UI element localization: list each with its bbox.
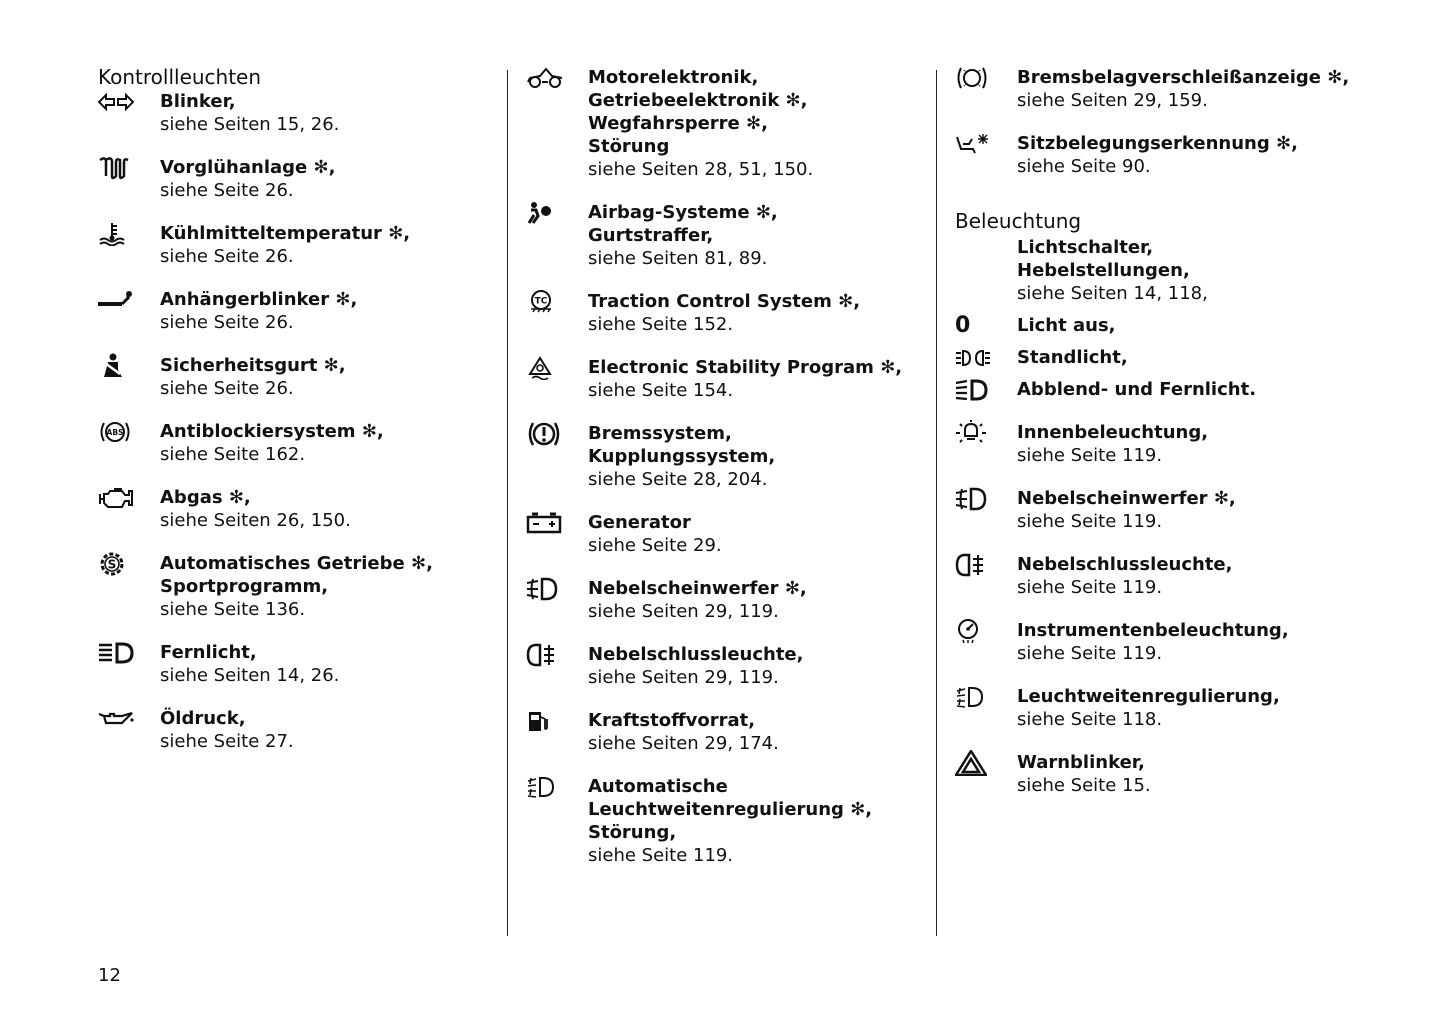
hazard-warning-icon (955, 751, 995, 775)
entry-kuehlmitteltemperatur: Kühlmitteltemperatur ✻, siehe Seite 26. (98, 222, 498, 268)
trailer-turn-signal-icon (98, 288, 138, 312)
entry-bremssystem: Bremssystem, Kupplungssystem, siehe Seite 28, 204. (526, 422, 926, 491)
headlight-range-icon (526, 775, 566, 799)
entry-traction-control: TC Traction Control System ✻, siehe Seite 152. (526, 290, 926, 336)
rear-fog-light-icon (955, 553, 995, 577)
column-warning-lights-continued (526, 66, 926, 867)
entry-leuchtweitenregulierung: Leuchtweitenregulierung, siehe Seite 118. (955, 685, 1375, 731)
column-warning-lights (98, 64, 498, 753)
entry-blinker: Blinker, siehe Seiten 15, 26. (98, 90, 498, 136)
entry-vorgluehanlage: Vorglühanlage ✻, siehe Seite 26. (98, 156, 498, 202)
engine-exhaust-icon (98, 486, 138, 510)
entry-warnblinker: Warnblinker, siehe Seite 15. (955, 751, 1375, 797)
entry-anhaengerblinker: Anhängerblinker ✻, siehe Seite 26. (98, 288, 498, 334)
headlight-range-icon (955, 685, 995, 709)
esp-icon (526, 356, 566, 380)
automatic-gearbox-sport-icon (98, 552, 138, 576)
brake-pad-wear-icon (955, 66, 995, 90)
entry-licht-aus: 0 Licht aus, (955, 313, 1116, 338)
rear-fog-light-icon (526, 643, 566, 667)
abs-icon (98, 420, 138, 444)
column-divider (507, 70, 508, 936)
entry-kraftstoffvorrat: Kraftstoffvorrat, siehe Seiten 29, 174. (526, 709, 926, 755)
glow-plug-icon (98, 156, 138, 180)
fuel-pump-icon (526, 709, 566, 733)
entry-oeldruck: Öldruck, siehe Seite 27. (98, 707, 498, 753)
entry-standlicht: Standlicht, (955, 346, 1375, 369)
svg-text:S: S (107, 557, 117, 572)
entry-instrumentenbeleuchtung: Instrumentenbeleuchtung, siehe Seite 119. (955, 619, 1375, 665)
section-title-beleuchtung: Beleuchtung (955, 209, 1082, 233)
entry-esp: Electronic Stability Program ✻, siehe Seite 154. (526, 356, 926, 402)
oil-pressure-icon (98, 707, 138, 731)
entry-antiblockiersystem: ABS Antiblockiersystem ✻, siehe Seite 162. (98, 420, 498, 466)
battery-generator-icon (526, 511, 566, 535)
traction-control-icon (526, 290, 566, 314)
brake-system-icon (526, 422, 566, 446)
page-number: 12 (98, 965, 121, 986)
entry-automatische-leuchtweitenregulierung: Automatische Leuchtweitenregulierung ✻, Störung, siehe Seite 119. (526, 775, 926, 867)
seat-occupancy-icon (955, 132, 995, 156)
svg-text:TC: TC (534, 296, 548, 307)
front-fog-light-icon (526, 577, 566, 601)
entry-innenbeleuchtung: Innenbeleuchtung, siehe Seite 119. (955, 421, 1375, 467)
entry-automatisches-getriebe: S Automatisches Getriebe ✻, Sportprogramm, siehe Seite 136. (98, 552, 498, 621)
front-fog-light-icon (955, 487, 995, 511)
instrument-lighting-icon (955, 619, 995, 643)
entry-sicherheitsgurt: Sicherheitsgurt ✻, siehe Seite 26. (98, 354, 498, 400)
airbag-icon (526, 201, 566, 225)
entry-lichtschalter: Lichtschalter, Hebelstellungen, siehe Seiten 14, 118, (1017, 237, 1208, 304)
entry-generator: Generator siehe Seite 29. (526, 511, 926, 557)
entry-bremsbelagverschleissanzeige: Bremsbelagverschleißanzeige ✻, siehe Seiten 29, 159. (955, 66, 1375, 112)
entry-nebelscheinwerfer-2: Nebelscheinwerfer ✻, siehe Seite 119. (955, 487, 1375, 533)
column-divider (936, 70, 937, 936)
coolant-temperature-icon (98, 222, 138, 246)
svg-text:ABS: ABS (106, 428, 124, 437)
entry-airbag-systeme: Airbag-Systeme ✻, Gurtstraffer, siehe Seiten 81, 89. (526, 201, 926, 270)
entry-abgas: Abgas ✻, siehe Seiten 26, 150. (98, 486, 498, 532)
high-beam-icon (98, 641, 138, 665)
interior-light-icon (955, 421, 995, 445)
engine-electronics-icon (526, 66, 566, 90)
entry-nebelschlussleuchte: Nebelschlussleuchte, siehe Seiten 29, 119. (526, 643, 926, 689)
lights-off-icon: 0 (955, 313, 971, 338)
parking-light-icon (955, 346, 995, 370)
section-title-kontrollleuchten: Kontrollleuchten (98, 65, 262, 89)
entry-sitzbelegungserkennung: Sitzbelegungserkennung ✻, siehe Seite 90. (955, 132, 1375, 178)
turn-signal-icon (98, 90, 138, 114)
entry-nebelscheinwerfer: Nebelscheinwerfer ✻, siehe Seiten 29, 119. (526, 577, 926, 623)
entry-fernlicht: Fernlicht, siehe Seiten 14, 26. (98, 641, 498, 687)
seatbelt-icon (98, 354, 138, 378)
entry-nebelschlussleuchte-2: Nebelschlussleuchte, siehe Seite 119. (955, 553, 1375, 599)
column-lighting (955, 66, 1375, 797)
entry-motorelektronik: Motorelektronik, Getriebeelektronik ✻, Wegfahrsperre ✻, Störung siehe Seiten 28, 51, 150. (526, 66, 926, 181)
entry-abblend-fernlicht: Abblend- und Fernlicht. (955, 378, 1375, 401)
low-high-beam-icon (955, 378, 995, 402)
